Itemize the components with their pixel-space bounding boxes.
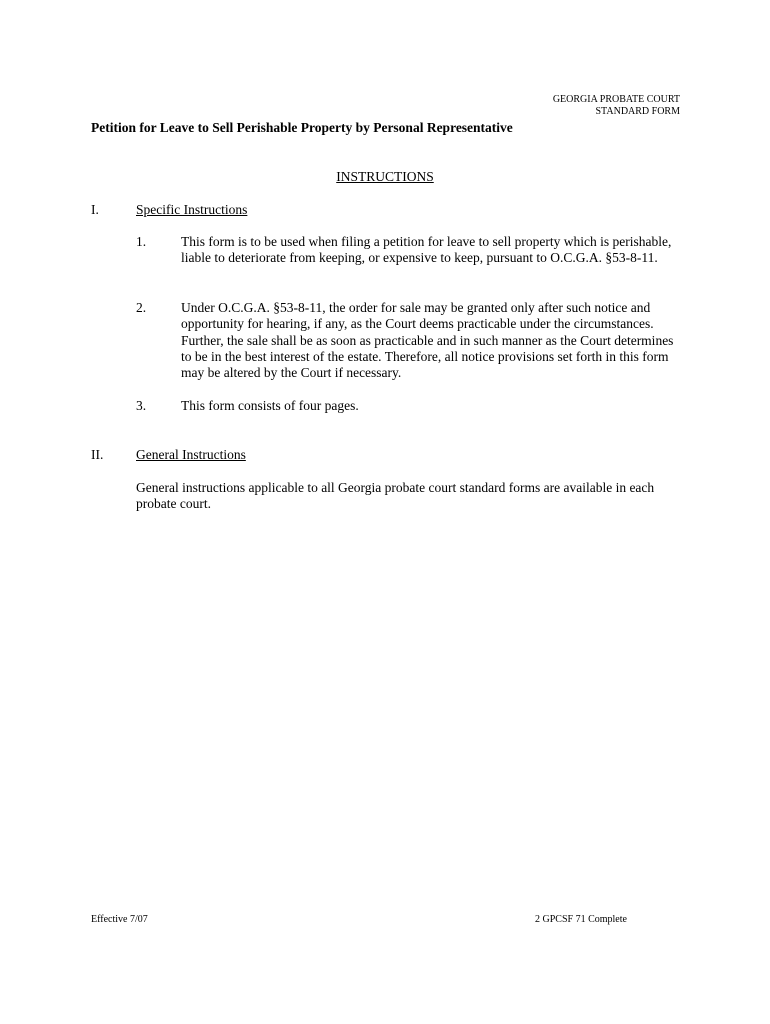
form-type: STANDARD FORM — [595, 106, 680, 117]
list-item-text: This form consists of four pages. — [181, 398, 359, 413]
section-numeral: II. — [91, 447, 104, 462]
section-paragraph: General instructions applicable to all Georgia probate court standard forms are available in each probate court. — [136, 480, 655, 512]
list-item-number: 3. — [136, 398, 147, 413]
list-item-number: 1. — [136, 234, 147, 249]
list-item-number: 2. — [136, 300, 147, 315]
list-item-text: This form is to be used when filing a petition for leave to sell property which is perishable, liable to deteriorate from keeping, or expensive to keep, pursuant to O.C.G.A. §53-8-11. — [181, 234, 672, 266]
section-heading: Specific Instructions — [136, 202, 248, 217]
list-item-text: Under O.C.G.A. §53-8-11, the order for sale may be granted only after such notice and opportunity for hearing, if any, as the Court deems practicable under the circumstances. Further, the sale shall be as soon as practicable and in such manner as the Court determines to be in the best interest of the estate. Therefore, all notice provisions set forth in this form may be altered by the Court if necessary. — [181, 300, 674, 381]
footer-form-id: 2 GPCSF 71 Complete — [535, 914, 627, 925]
court-name: GEORGIA PROBATE COURT — [552, 94, 680, 105]
instructions-heading: INSTRUCTIONS — [336, 169, 434, 184]
footer-effective-date: Effective 7/07 — [91, 914, 148, 925]
section-heading: General Instructions — [136, 447, 246, 462]
form-title: Petition for Leave to Sell Perishable Property by Personal Representative — [91, 120, 513, 135]
section-numeral: I. — [91, 202, 99, 217]
